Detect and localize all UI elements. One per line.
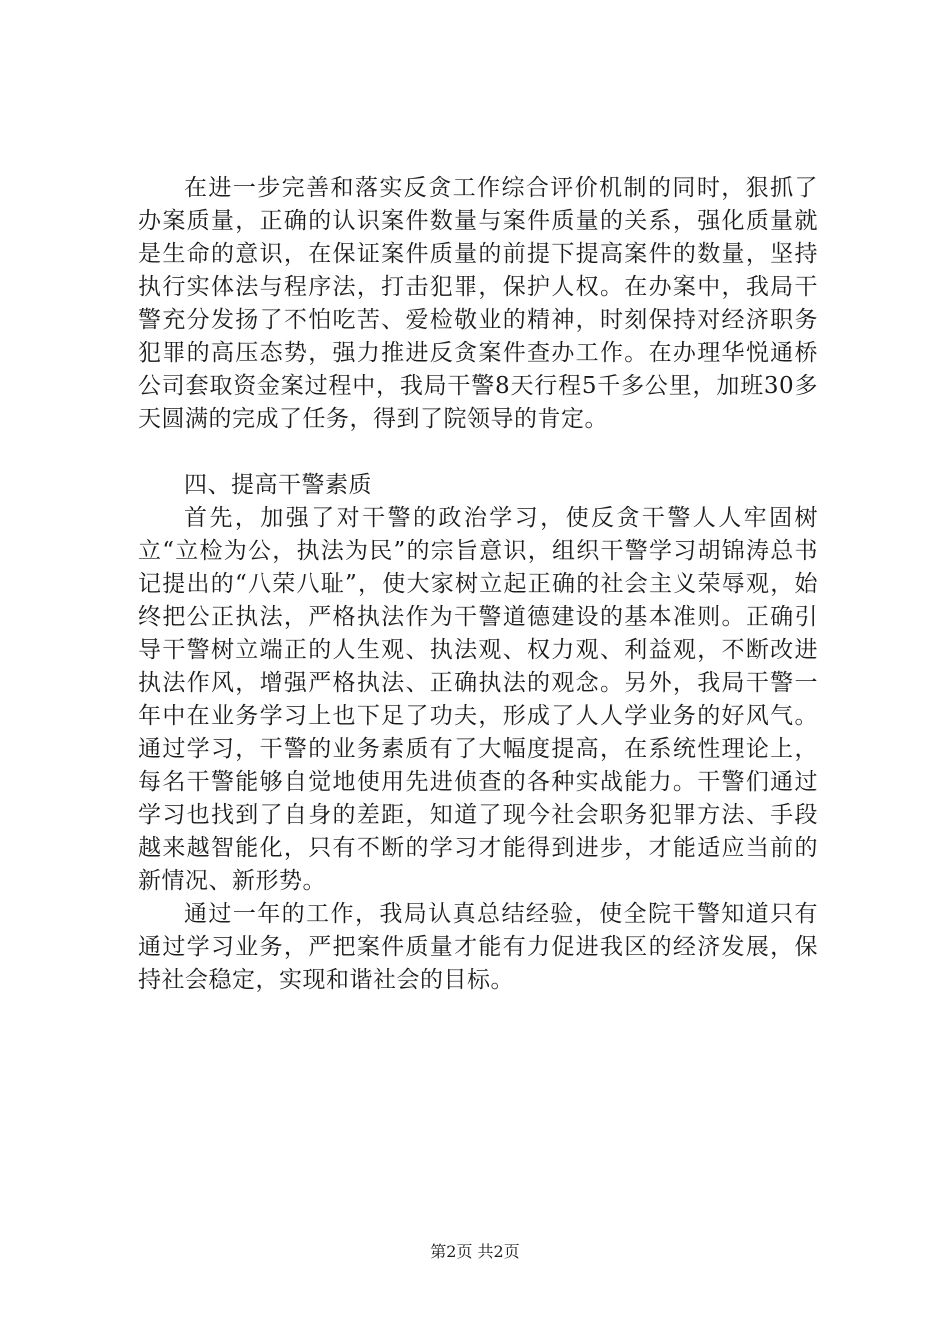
- paragraph-political-study: 首先，加强了对干警的政治学习，使反贪干警人人牢固树立“立检为公，执法为民”的宗旨意识，组织干警学习胡锦涛总书记提出的“八荣八耻”，使大家树立起正确的社会主义荣辱观，始终把公正执法，严格执法作为干警道德建设的基本准则。正确引导干警树立端正的人生观、执法观、权力观、利益观，不断改进执法作风，增强严格执法、正确执法的观念。另外，我局干警一年中在业务学习上也下足了功夫，形成了人人学业务的好风气。通过学习，干警的业务素质有了大幅度提高，在系统性理论上，每名干警能够自觉地使用先进侦查的各种实战能力。干警们通过学习也找到了自身的差距，知道了现今社会职务犯罪方法、手段越来越智能化，只有不断的学习才能得到进步，才能适应当前的新情况、新形势。: [138, 505, 818, 894]
- page-number-footer: 第2页 共2页: [430, 1242, 520, 1261]
- document-body: [138, 172, 818, 997]
- section-heading: 四、提高干警素质: [184, 472, 372, 498]
- paragraph-conclusion: 通过一年的工作，我局认真总结经验，使全院干警知道只有通过学习业务，严把案件质量才能有力促进我区的经济发展，保持社会稳定，实现和谐社会的目标。: [138, 901, 818, 993]
- paragraph-case-quality: 在进一步完善和落实反贪工作综合评价机制的同时，狠抓了办案质量，正确的认识案件数量与案件质量的关系，强化质量就是生命的意识，在保证案件质量的前提下提高案件的数量，坚持执行实体法与程序法，打击犯罪，保护人权。在办案中，我局干警充分发扬了不怕吃苦、爱检敬业的精神，时刻保持对经济职务犯罪的高压态势，强力推进反贪案件查办工作。在办理华悦通桥公司套取资金案过程中，我局干警8天行程5千多公里，加班30多天圆满的完成了任务，得到了院领导的肯定。: [138, 175, 818, 432]
